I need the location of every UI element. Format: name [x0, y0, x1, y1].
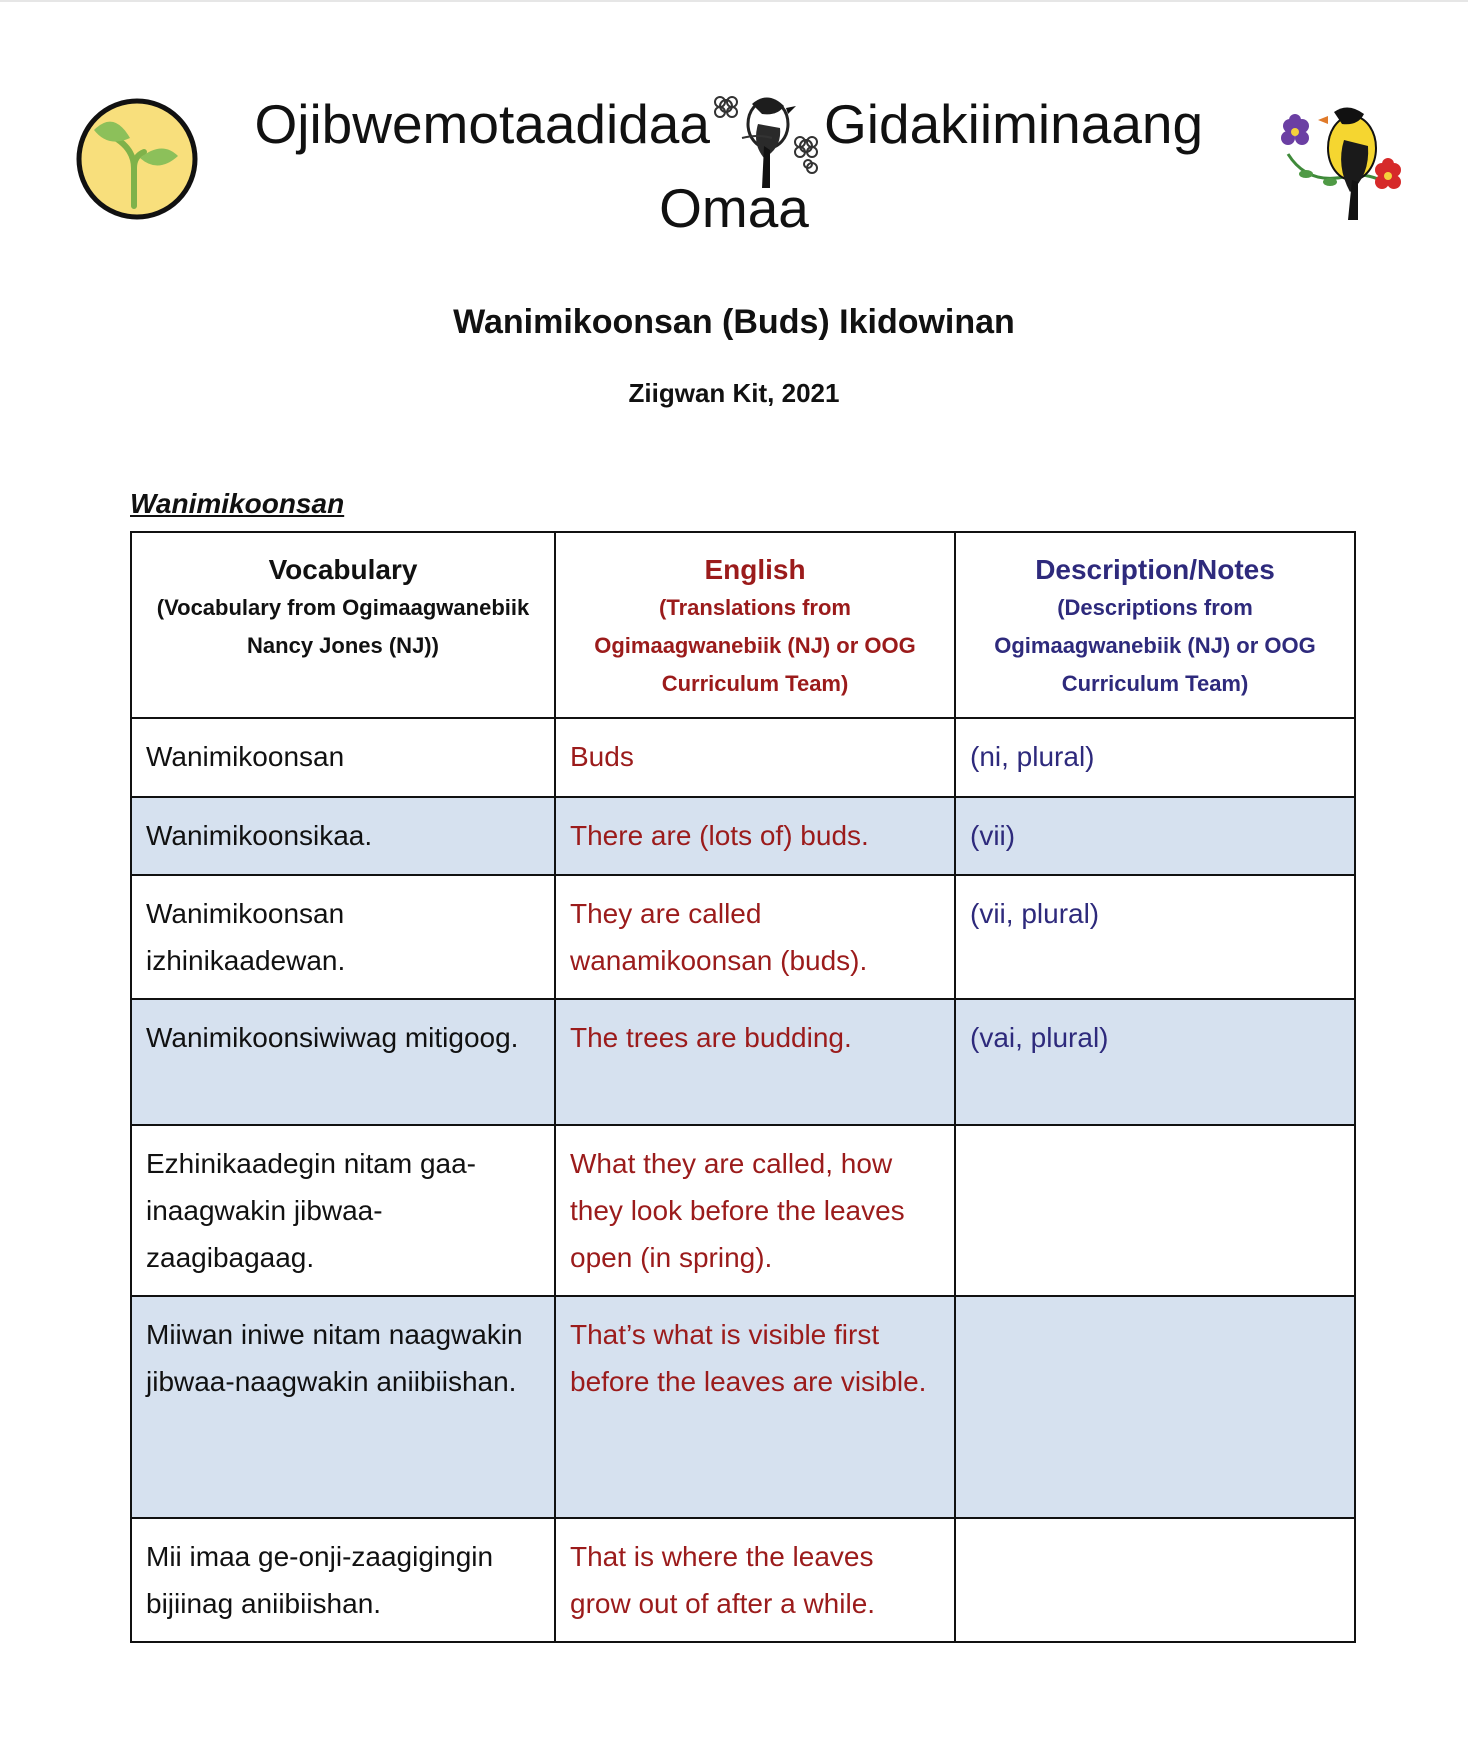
document-subtitle: Ziigwan Kit, 2021: [628, 378, 840, 408]
notes-cell: (vii): [955, 797, 1355, 875]
header-title-left: Ojibwemotaadidaa: [254, 93, 710, 155]
notes-cell: [955, 1518, 1355, 1642]
vocab-cell: Miiwan iniwe nitam naagwakin jibwaa-naagwakin aniibiishan.: [131, 1296, 555, 1518]
goldfinch-icon: [1278, 96, 1406, 226]
header-english-title: English: [704, 554, 806, 585]
notes-cell: (ni, plural): [955, 718, 1355, 797]
vocab-cell: Wanimikoonsikaa.: [131, 797, 555, 875]
english-cell: The trees are budding.: [555, 999, 955, 1125]
vocab-cell: Ezhinikaadegin nitam gaa-inaagwakin jibwaa-zaagibagaag.: [131, 1125, 555, 1296]
vocab-cell: Mii imaa ge-onji-zaagigingin bijiinag aniibiishan.: [131, 1518, 555, 1642]
table-row: [131, 1518, 1355, 1642]
english-cell: There are (lots of) buds.: [555, 797, 955, 875]
header-vocabulary-title: Vocabulary: [268, 554, 418, 585]
english-cell: Buds: [555, 718, 955, 797]
vocab-cell: Wanimikoonsan: [131, 718, 555, 797]
header-vocabulary: [131, 532, 555, 718]
header-notes: [955, 532, 1355, 718]
vocab-cell: Wanimikoonsan izhinikaadewan.: [131, 875, 555, 999]
header-notes-title: Description/Notes: [1035, 554, 1275, 585]
header-title-line2: Omaa: [659, 177, 809, 239]
english-cell: That is where the leaves grow out of after a while.: [555, 1518, 955, 1642]
header-notes-source: (Descriptions from Ogimaagwanebiik (NJ) or OOG Curriculum Team): [994, 595, 1316, 696]
notes-cell: [955, 1296, 1355, 1518]
notes-cell: (vai, plural): [955, 999, 1355, 1125]
table-row: [131, 875, 1355, 999]
header-title-right: Gidakiiminaang: [824, 93, 1204, 155]
notes-cell: [955, 1125, 1355, 1296]
vocab-cell: Wanimikoonsiwiwag mitigoog.: [131, 999, 555, 1125]
notes-cell: (vii, plural): [955, 875, 1355, 999]
table-row: [131, 797, 1355, 875]
table-row: [131, 718, 1355, 797]
header-english: [555, 532, 955, 718]
table-row: [131, 999, 1355, 1125]
english-cell: That’s what is visible first before the leaves are visible.: [555, 1296, 955, 1518]
table-row: [131, 1296, 1355, 1518]
english-cell: They are called wanamikoonsan (buds).: [555, 875, 955, 999]
table-row: [131, 1125, 1355, 1296]
table-header-row: [131, 532, 1355, 718]
header-vocabulary-source: (Vocabulary from Ogimaagwanebiik Nancy Jones (NJ)): [156, 595, 530, 658]
vocabulary-table: [130, 531, 1356, 1643]
page-top-rule: [0, 0, 1468, 2]
document-title: Wanimikoonsan (Buds) Ikidowinan: [453, 303, 1015, 341]
english-cell: What they are called, how they look before the leaves open (in spring).: [555, 1125, 955, 1296]
section-heading: Wanimikoonsan: [130, 488, 345, 519]
header-english-source: (Translations from Ogimaagwanebiik (NJ) or OOG Curriculum Team): [594, 595, 916, 696]
